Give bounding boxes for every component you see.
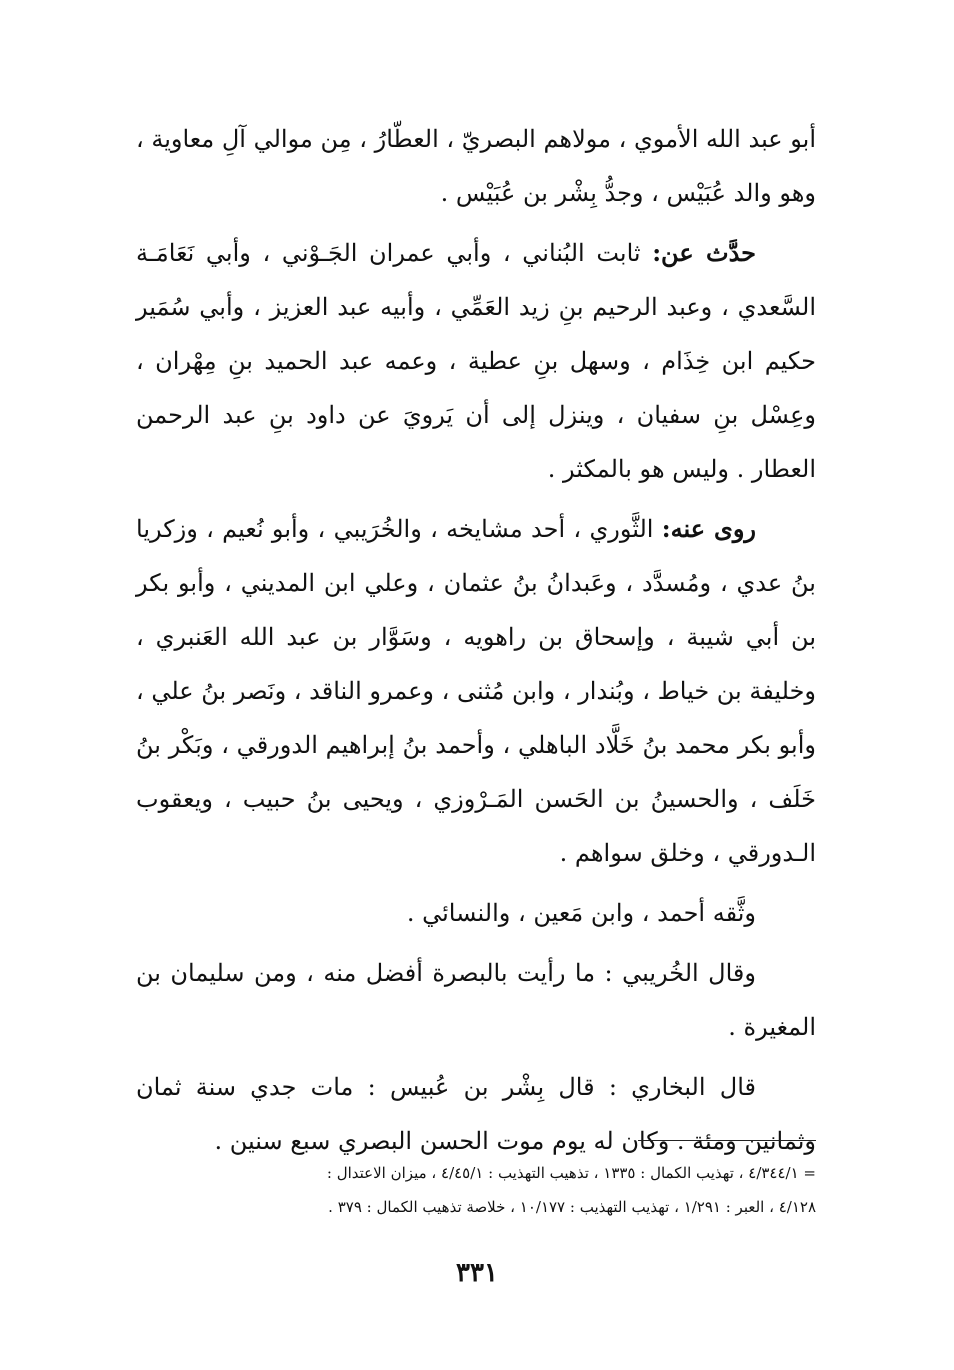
paragraph-bukhari bbox=[136, 1060, 816, 1168]
paragraph-text: وقال الخُريبي : ما رأيت بالبصرة أفضل منه ، ومن سليمان بن المغيرة . bbox=[136, 959, 816, 1041]
paragraph-text: الثَّوري ، أحد مشايخه ، والخُرَيبي ، وأبو نُعيم ، وزكريا بنُ عدي ، ومُسدَّد ، وعَبدانُ بنُ عثمان ، وعلي ابن المديني ، وأبو بكر بن أبي شيبة ، وإسحاق بن راهويه ، وسَوَّار بن عبد الله العَنبري ، وخليفة بن خياط ، وبُندار ، وابن مُثنى ، وعمرو الناقد ، ونَصر بنُ علي ، وأبو بكر محمد بنُ خَلَّاد الباهلي ، وأحمد بنُ إبراهيم الدورقي ، وبَكْر بنُ خَلَف ، والحسينُ بن الحَسن المَـرْوزي ، ويحيى بنُ حبيب ، ويعقوب الـدورقي ، وخلق سواهم . bbox=[135, 515, 816, 867]
paragraph-students bbox=[136, 502, 816, 880]
footnote-line: ٤/١٢٨ ، العبر : ١/٢٩١ ، تهذيب التهذيب : ١٠/١٧٧ ، خلاصة تذهيب الكمال : ٣٧٩ . bbox=[328, 1198, 816, 1216]
paragraph-text: وثَّقه أحمد ، وابن مَعين ، والنسائي . bbox=[406, 899, 756, 927]
footnote-separator bbox=[638, 1140, 816, 1141]
footnotes bbox=[136, 1156, 816, 1224]
paragraph-text: قال البخاري : قال بِشْر بن عُبيس : مات جدي سنة ثمان وثمانين ومئة . وكان له يوم موت الحسن البصري سبع سنين . bbox=[136, 1073, 816, 1155]
paragraph-text: ثابت البُناني ، وأبي عمران الجَـوْني ، وأبي نَعَامَـة السَّعدي ، وعبد الرحيم بنِ زيد العَمِّي ، وأبيه عبد العزيز ، وأبي سُمَير حكيم ابن خِذَام ، وسهل بنِ عطية ، وعمه عبد الحميد بنِ مِهْران ، وعِسْل بنِ سفيان ، وينزل إلى أن يَرويَ عن داود بنِ عبد الرحمن العطار . وليس هو بالمكثر . bbox=[136, 239, 816, 483]
paragraph-lead: روى عنه: bbox=[661, 514, 757, 543]
paragraph-teachers bbox=[136, 226, 816, 496]
paragraph-intro bbox=[136, 112, 816, 220]
paragraph-khuraybi bbox=[136, 946, 816, 1054]
footnote-line: = ٤/٣٤٤/١ ، تهذيب الكمال : ١٣٣٥ ، تذهيب التهذيب : ٤/٤٥/١ ، ميزان الاعتدال : bbox=[326, 1164, 816, 1182]
paragraph-lead: حدَّث عن: bbox=[652, 238, 756, 267]
page-number: ٣٣١ bbox=[456, 1258, 498, 1288]
main-text bbox=[136, 112, 816, 1174]
paragraph-text: أبو عبد الله الأموي ، مولاهم البصريّ ، العطّارُ ، مِن موالي آلِ معاوية ، وهو والد عُبَيْس ، وجدُّ بِشْر بن عُبَيْس . bbox=[135, 125, 816, 207]
paragraph-reliability bbox=[136, 886, 816, 940]
